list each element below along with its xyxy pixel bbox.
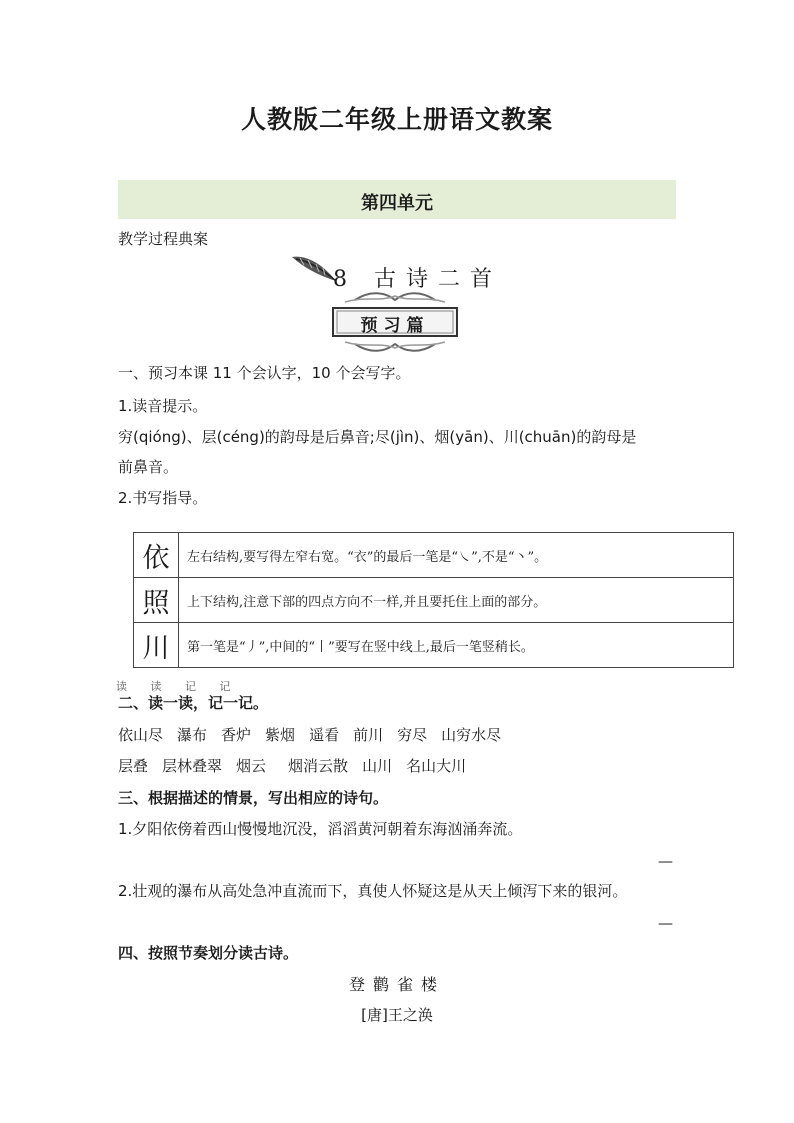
vocab-word: 烟云 (236, 757, 267, 775)
pronunciation-label: 1.读音提示。 (118, 397, 208, 415)
writing-guide-label: 2.书写指导。 (118, 489, 208, 507)
vocab-row-1 (118, 724, 515, 745)
vocab-word: 层叠 (118, 757, 149, 775)
vocab-word: 山川 (362, 757, 393, 775)
section2-heading: 二、读一读，记一记。 (118, 694, 269, 712)
writing-guide-table (133, 532, 734, 668)
vocab-word: 紫烟 (265, 726, 296, 744)
guide-note: 上下结构,注意下部的四点方向不一样,并且要托住上面的部分。 (179, 578, 734, 623)
lesson-title: 8 古诗二首 (333, 267, 502, 292)
guide-char: 照 (134, 578, 179, 623)
vocab-word: 香炉 (221, 726, 252, 744)
vocab-word: 层林叠翠 (162, 757, 223, 775)
vocab-word: 前川 (353, 726, 384, 744)
question-1: 1.夕阳依傍着西山慢慢地沉没，滔滔黄河朝着东海汹涌奔流。 (118, 820, 523, 838)
guide-char: 依 (134, 533, 179, 578)
guide-char: 川 (134, 623, 179, 668)
poem-title: 登鹳雀楼 (348, 975, 445, 994)
poem-author: [唐]王之涣 (361, 1006, 433, 1024)
unit-title: 第四单元 (361, 193, 433, 214)
table-row (134, 623, 734, 668)
subheading: 教学过程典案 (118, 230, 209, 248)
vocab-word: 穷尽 (397, 726, 428, 744)
pronunciation-text-line2: 前鼻音。 (118, 458, 179, 476)
question-2: 2.壮观的瀑布从高处急冲直流而下，真使人怀疑这是从天上倾泻下来的银河。 (118, 882, 628, 900)
vocab-row-2 (118, 755, 480, 776)
section4-heading: 四、按照节奏划分读古诗。 (118, 944, 299, 962)
table-row (134, 578, 734, 623)
vocab-word: 依山尽 (118, 726, 164, 744)
answer-line-2: — (658, 914, 673, 932)
vocab-word: 遥看 (309, 726, 340, 744)
section1-heading: 一、预习本课 11 个会认字，10 个会写字。 (118, 364, 411, 382)
vocab-word: 瀑布 (177, 726, 208, 744)
vocab-word: 山穷水尽 (441, 726, 502, 744)
section3-heading: 三、根据描述的情景，写出相应的诗句。 (118, 789, 389, 807)
stray-marks: 读 读 记 记 (116, 680, 241, 693)
answer-line-1: — (658, 852, 673, 870)
table-row (134, 533, 734, 578)
vocab-word: 名山大川 (406, 757, 467, 775)
guide-note: 第一笔是“丿”,中间的“丨”要写在竖中线上,最后一笔竖稍长。 (179, 623, 734, 668)
vocab-word: 烟消云散 (288, 757, 349, 775)
pronunciation-text-line1: 穷(qióng)、层(céng)的韵母是后鼻音;尽(jìn)、烟(yān)、川(chuān)的韵母是 (118, 428, 637, 446)
banner-label: 预习篇 (360, 316, 430, 336)
document-title: 人教版二年级上册语文教案 (240, 105, 553, 134)
guide-note: 左右结构,要写得左窄右宽。“衣”的最后一笔是“㇏”,不是“丶”。 (179, 533, 734, 578)
